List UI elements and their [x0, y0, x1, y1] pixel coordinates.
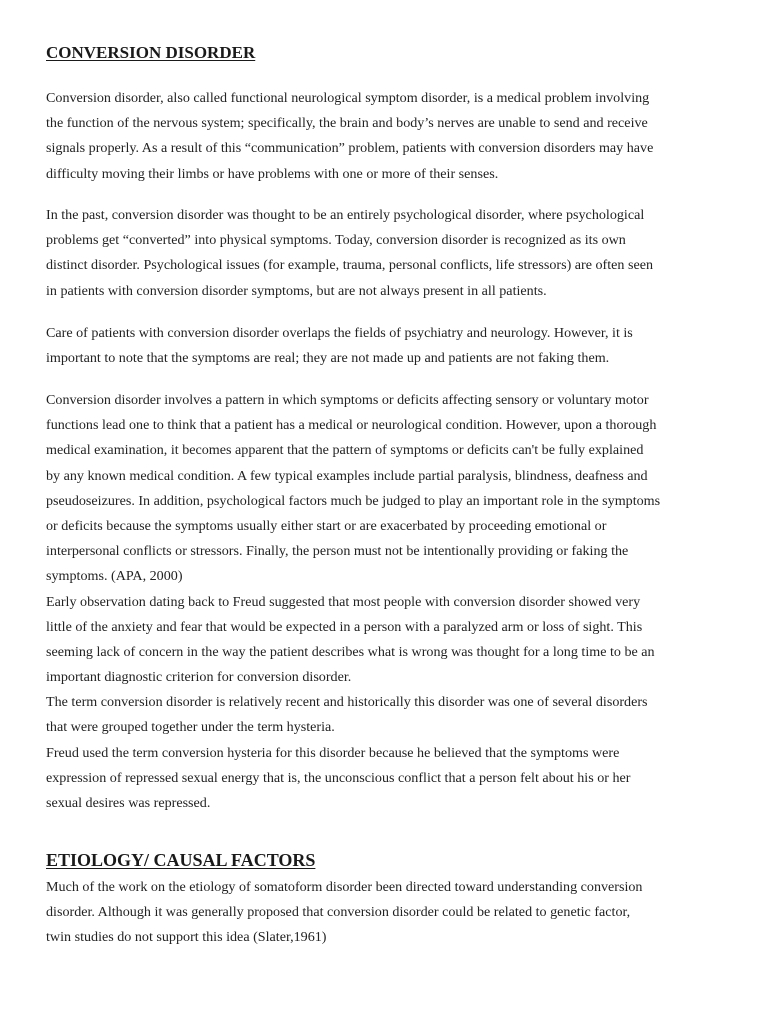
text-line: distinct disorder. Psychological issues (for example, trauma, personal conflicts, life stressors) are often seen: [46, 257, 654, 274]
text-line: seeming lack of concern in the way the patient describes what is wrong was thought for a long time to be an: [46, 643, 655, 660]
text-line: problems get “converted” into physical symptoms. Today, conversion disorder is recognized as its own: [46, 232, 626, 249]
text-line: Care of patients with conversion disorder overlaps the fields of psychiatry and neurology. However, it is: [46, 325, 633, 341]
text-line: symptoms. (APA, 2000): [46, 568, 183, 585]
text-line: functions lead one to think that a patient has a medical or neurological condition. However, upon a thorough: [46, 417, 657, 434]
paragraph-care: [46, 321, 736, 371]
text-line: The term conversion disorder is relatively recent and historically this disorder was one of several disorders: [46, 694, 648, 711]
text-line: by any known medical condition. A few typical examples include partial paralysis, blindness, deafness and: [46, 467, 648, 484]
text-line: Freud used the term conversion hysteria for this disorder because he believed that the symptoms were: [46, 744, 620, 761]
text-line: in patients with conversion disorder symptoms, but are not always present in all patients.: [46, 282, 547, 299]
text-line: medical examination, it becomes apparent that the pattern of symptoms or deficits can't be fully explained: [46, 442, 644, 459]
text-line: signals properly. As a result of this “communication” problem, patients with conversion disorders may have: [46, 140, 654, 157]
text-line: difficulty moving their limbs or have problems with one or more of their senses.: [46, 165, 499, 182]
page-title: CONVERSION DISORDER: [46, 43, 256, 62]
text-line: the function of the nervous system; specifically, the brain and body’s nerves are unable to send and receive: [46, 115, 648, 132]
paragraph-etiology: [46, 875, 736, 951]
text-line: important diagnostic criterion for conversion disorder.: [46, 669, 352, 686]
text-line: twin studies do not support this idea (Slater,1961): [46, 929, 327, 946]
section-heading-etiology: ETIOLOGY/ CAUSAL FACTORS: [46, 850, 316, 870]
text-line: expression of repressed sexual energy that is, the unconscious conflict that a person felt about his or her: [46, 769, 631, 786]
text-line: pseudoseizures. In addition, psychological factors much be judged to play an important role in the symptoms: [46, 492, 661, 509]
text-line: disorder. Although it was generally proposed that conversion disorder could be related to genetic factor,: [46, 904, 631, 921]
text-line: little of the anxiety and fear that would be expected in a person with a paralyzed arm or loss of sight. This: [46, 618, 643, 635]
text-line: Conversion disorder involves a pattern in which symptoms or deficits affecting sensory or voluntary motor: [46, 392, 649, 408]
text-line: In the past, conversion disorder was thought to be an entirely psychological disorder, where psychological: [46, 207, 645, 223]
paragraph-pattern: [46, 388, 736, 816]
text-line: important to note that the symptoms are real; they are not made up and patients are not faking them.: [46, 350, 610, 367]
text-line: Early observation dating back to Freud suggested that most people with conversion disorder showed very: [46, 593, 641, 610]
text-line: or deficits because the symptoms usually either start or are exacerbated by proceeding emotional or: [46, 517, 607, 534]
text-line: that were grouped together under the term hysteria.: [46, 719, 335, 736]
paragraph-definition: [46, 86, 736, 187]
text-line: Much of the work on the etiology of somatoform disorder been directed toward understanding conversion: [46, 879, 643, 895]
text-line: sexual desires was repressed.: [46, 795, 211, 811]
paragraph-history: [46, 203, 736, 304]
text-line: Conversion disorder, also called functional neurological symptom disorder, is a medical problem involving: [46, 90, 650, 106]
text-line: interpersonal conflicts or stressors. Finally, the person must not be intentionally providing or faking the: [46, 543, 629, 560]
